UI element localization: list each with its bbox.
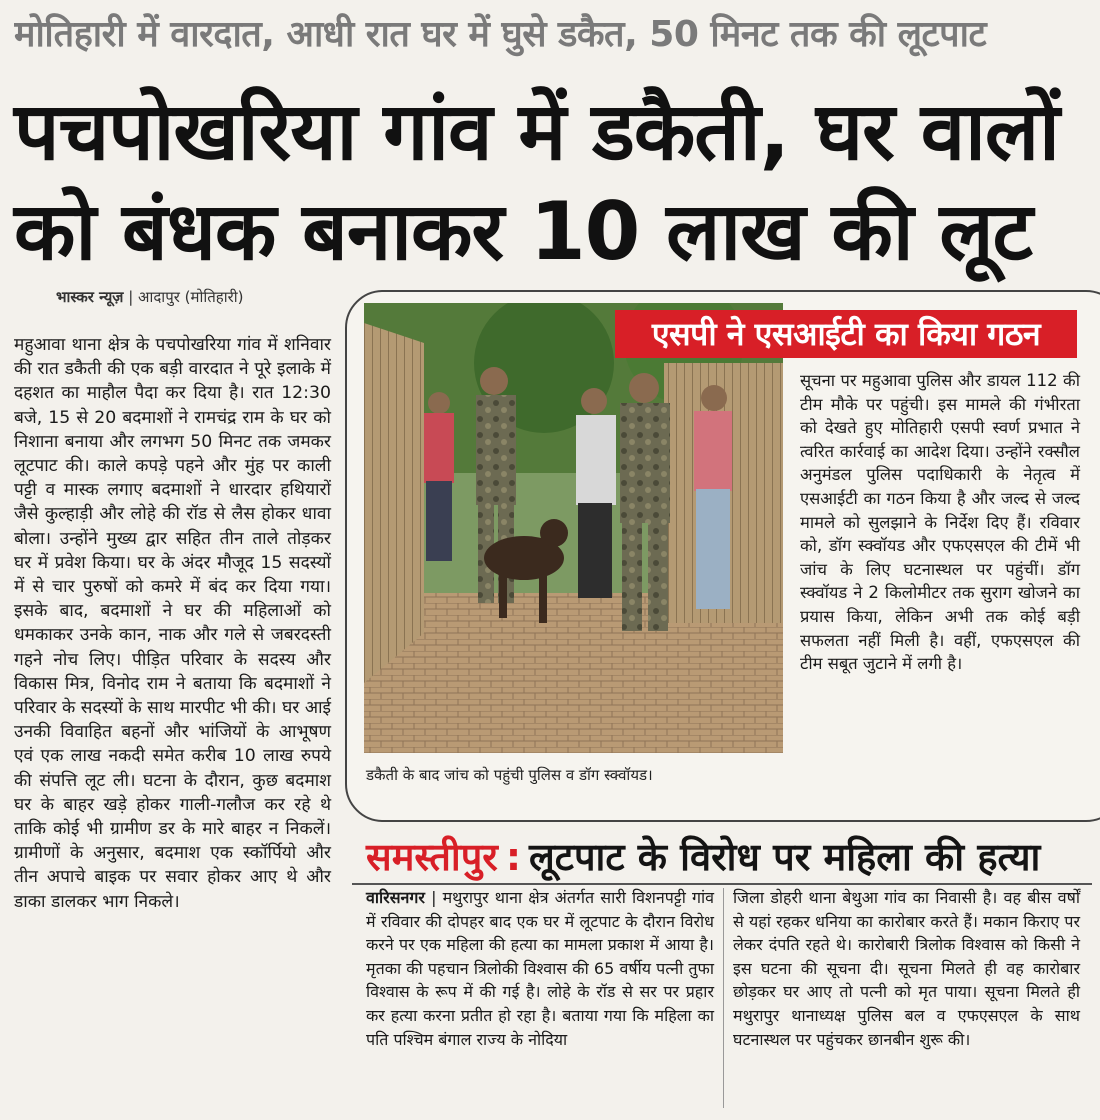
column-divider [723, 888, 724, 1108]
sidebar-body: सूचना पर महुआवा पुलिस और डायल 112 की टीम मौके पर पहुंची। इस मामले की गंभीरता को देखते हुए मोतिहारी एसपी स्वर्ण प्रभात ने त्वरित कार्रवाई का आदेश दिया। उन्होंने रक्सौल अनुमंडल पुलिस पदाधिकारी के नेतृत्व में एसआईटी का गठन किया है और जल्द से जल्द मामले को सुलझाने के निर्देश दिए हैं। रविवार को, डॉग स्क्वॉयड और एफएसएल की टीमें भी जांच के लिए घटनास्थल पर पहुंचीं। डॉग स्क्वॉयड ने 2 किलोमीटर तक सुराग खोजने का प्रयास किया, लेकिन अभी तक कोई बड़ी सफलता नहीं मिली है। वहीं, एफएसएल की टीम सबूत जुटाने में लगी है। [800, 371, 1080, 674]
story2-column-2: जिला डोहरी थाना बेथुआ गांव का निवासी है। वह बीस वर्षों से यहां रहकर धनिया का कारोबार करते हैं। मकान किराए पर लेकर दंपति रहते थे। कारोबारी त्रिलोक विश्वास को किसी ने इस घटना की सूचना दी। सूचना मिलते ही वह कारोबार छोड़कर घर आए तो पत्नी को मृत पाया। सूचना मिलते ही मथुरापुर थानाध्यक्ष पुलिस बल व एफएसएल के साथ घटनास्थल पर पहुंचकर छानबीन शुरू की। [733, 888, 1080, 1049]
police-dog-squad-photo [364, 303, 783, 753]
photo-caption: डकैती के बाद जांच को पहुंची पुलिस व डॉग स्क्वॉयड। [366, 766, 653, 784]
story2-rule [352, 883, 1092, 885]
byline-place: आदापुर (मोतिहारी) [138, 288, 244, 306]
byline [56, 287, 243, 307]
story2-column-1 [366, 886, 714, 1051]
main-story-body: महुआवा थाना क्षेत्र के पचपोखरिया गांव में शनिवार की रात डकैती की एक बड़ी वारदात ने पूरे इलाके में दहशत का माहौल पैदा कर दिया है। रात 12:30 बजे, 15 से 20 बदमाशों ने रामचंद्र राम के घर को निशाना बनाया और लगभग 50 मिनट तक जमकर लूटपाट की। काले कपड़े पहने और मुंह पर काली पट्टी व मास्क लगाए बदमाशों ने धारदार हथियारों जैसे कुल्हाड़ी और लोहे की रॉड से लैस होकर धावा बोला। उन्होंने मुख्य द्वार सहित तीन ताले तोड़कर घर में प्रवेश किया। घर के अंदर मौजूद 15 सदस्यों में से चार पुरुषों को कमरे में बंद कर दिया गया। इसके बाद, बदमाशों ने घर की महिलाओं को धमकाकर उनके कान, नाक और गले से जबरदस्ती गहने नोच लिए। पीड़ित परिवार के सदस्य और विकास मित्र, विनोद राम ने बताया कि बदमाशों ने परिवार के सदस्यों के साथ मारपीट भी की। घर आई उनकी विवाहित बहनों और भांजियों के आभूषण एवं एक लाख नकदी समेत करीब 10 लाख रुपये की संपत्ति लूट ली। घटना के दौरान, कुछ बदमाश घर के बाहर खड़े होकर गाली-गलौज कर रहे थे ताकि कोई भी ग्रामीण डर के मारे बाहर न निकलें। ग्रामीणों के अनुसार, बदमाश एक स्कॉर्पियो और तीन अपाचे बाइक पर सवार होकर आए थे और डाका डालकर भाग निकले। [14, 335, 332, 912]
story2-headline [366, 830, 1096, 882]
kicker-headline: मोतिहारी में वारदात, आधी रात घर में घुसे डकैत, 50 मिनट तक की लूटपाट [14, 14, 987, 55]
story2-title: लूटपाट के विरोध पर महिला की हत्या [529, 835, 1041, 879]
story2-colon: : [505, 835, 522, 879]
sidebar-banner: एसपी ने एसआईटी का किया गठन [615, 310, 1077, 358]
byline-separator: | [128, 288, 139, 306]
story2-col1-text: | मथुरापुर थाना क्षेत्र अंतर्गत सारी विशनपट्टी गांव में रविवार की दोपहर बाद एक घर में लूटपाट के दौरान विरोध करने पर एक महिला की हत्या का मामला प्रकाश में आया है। मृतका की पहचान त्रिलोकी विश्वास की 65 वर्षीय पत्नी तुफा विश्वास के रूप में की गई है। लोहे के रॉड से सर पर प्रहार कर हत्या करना प्रतीत हो रहा है। बताया गया कि महिला का पति पश्चिम बंगाल राज्य के नोदिया [366, 888, 715, 1049]
byline-agency: भास्कर न्यूज़ [56, 288, 124, 306]
story2-dateline: वारिसनगर [366, 888, 425, 907]
news-photo [364, 303, 783, 753]
story2-place: समस्तीपुर [366, 835, 498, 879]
main-headline: पचपोखरिया गांव में डकैती, घर वालों को बंधक बनाकर 10 लाख की लूट [14, 85, 1059, 278]
